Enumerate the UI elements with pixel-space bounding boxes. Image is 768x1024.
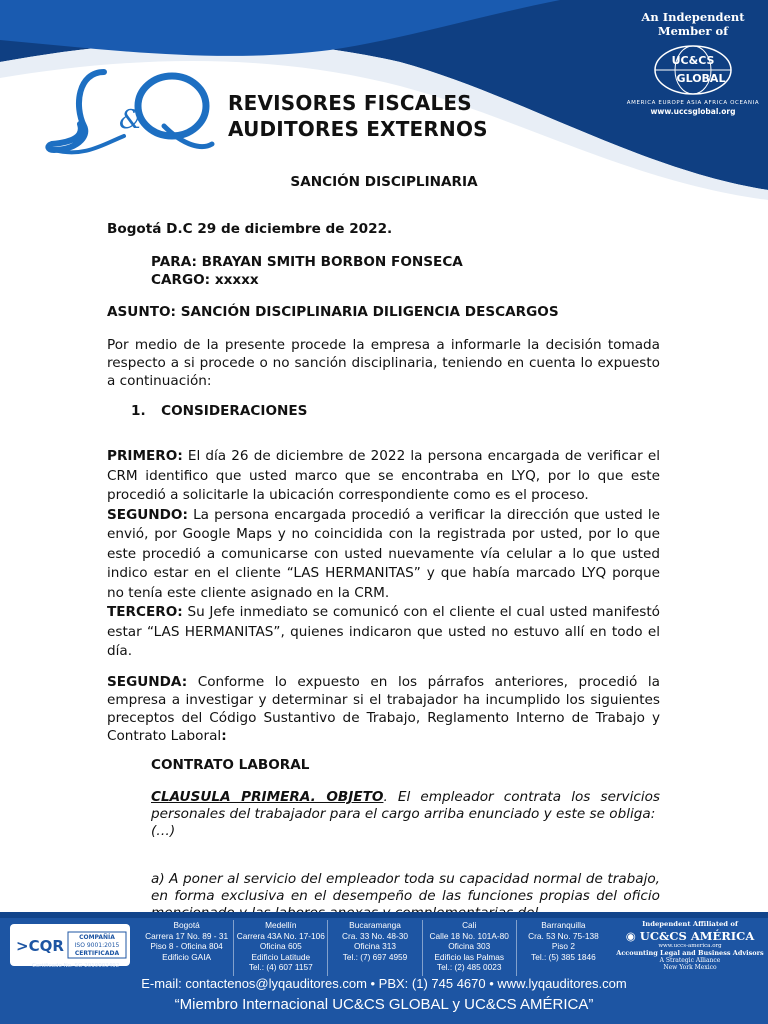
subject-text: ASUNTO: SANCIÓN DISCIPLINARIA DILIGENCIA DESCARGOS <box>107 304 559 320</box>
segunda-paragraph <box>107 673 660 745</box>
office-line: Carrera 17 No. 89 - 31 <box>145 930 229 941</box>
segunda-block <box>107 673 660 745</box>
office-line: Carrera 43A No. 17-106 <box>236 930 325 941</box>
firm-title-line1: REVISORES FISCALES <box>228 91 472 115</box>
clausula-text: . El empleador contrata los servicios personales del trabajador para el cargo arriba enunciado y este se obliga: <box>151 789 661 822</box>
recipient-cargo: CARGO: xxxxx <box>151 272 259 288</box>
uccs-global-badge <box>618 10 768 116</box>
clausula-label: CLAUSULA PRIMERA. OBJETO <box>151 789 384 805</box>
segunda-label: SEGUNDA: <box>107 674 188 690</box>
office-city: Bogotá <box>173 920 200 930</box>
clausula-paragraph <box>107 789 660 823</box>
uccs-america-badge <box>615 920 765 971</box>
office-line: Oficina 605 <box>259 941 302 952</box>
firm-title <box>228 90 488 142</box>
amer-line5: A Strategic Alliance <box>659 957 721 964</box>
primero-text: El día 26 de diciembre de 2022 la persona encargada de verificar el CRM identifico que usted marco que se encontraba en LYQ, por lo que este procedió a solicitarle la ubicación correspondiente como es el proceso. <box>107 448 660 503</box>
member-text: An Independent Member of <box>641 10 745 38</box>
office-line: Tel.: (5) 385 1846 <box>531 951 596 962</box>
primero-label: PRIMERO: <box>107 448 183 464</box>
intro-paragraph <box>107 336 660 390</box>
office-city: Cali <box>462 920 477 930</box>
segundo-paragraph <box>107 506 660 604</box>
office-bucaramanga <box>328 920 422 976</box>
item-a-text: a) A poner al servicio del empleador toda su capacidad normal de trabajo, en forma exclusiva en el desempeño de las funciones propias del oficio <box>151 871 660 904</box>
office-city: Medellín <box>265 920 297 930</box>
item-a-block <box>107 871 660 912</box>
office-line: Oficina 303 <box>448 941 491 952</box>
section-title: CONSIDERACIONES <box>161 403 308 419</box>
recipient-para: PARA: BRAYAN SMITH BORBON FONSECA <box>151 254 463 270</box>
document-title: SANCIÓN DISCIPLINARIA <box>290 174 478 190</box>
office-line: Cra. 33 No. 48-30 <box>342 930 408 941</box>
tercero-label: TERCERO: <box>107 604 183 620</box>
footer-contact: E-mail: contactenos@lyqauditores.com • PBX: (1) 745 4670 • www.lyqauditores.com <box>141 976 627 991</box>
network-url: www.uccsglobal.org <box>650 107 736 116</box>
office-line: Piso 2 <box>551 941 575 952</box>
office-line: Edificio GAIA <box>162 951 212 962</box>
intro-text: Por medio de la presente procede la empresa a informarle la decisión tomada respecto a si procede o no sanción disciplinaria, teniendo en cuenta lo expuesto a continuación: <box>107 337 660 389</box>
segunda-text: Conforme lo expuesto en los párrafos anteriores, procedió la empresa a investigar y determinar si el trabajador ha incumplido los siguientes preceptos del Código Sustantivo de Trabajo, Reglamento Interno de Trabajo y Contrato Laboral <box>107 674 660 744</box>
office-line: Tel.: (4) 607 1157 <box>248 962 313 973</box>
globe-icon: ◉ <box>625 929 636 943</box>
recipient-block <box>107 253 660 289</box>
segundo-label: SEGUNDO: <box>107 506 188 523</box>
office-list <box>140 920 610 976</box>
ellipsis: (…) <box>151 823 176 839</box>
contrato-heading: CONTRATO LABORAL <box>151 757 310 773</box>
cqr-line3: CERTIFICADA <box>74 950 120 957</box>
amer-line3: www.uccs-america.org <box>658 943 722 949</box>
cqr-line1: COMPAÑÍA <box>79 934 115 941</box>
date-line <box>107 220 660 238</box>
cqr-brand: >CQR <box>16 937 64 955</box>
regions-text: AMERICA EUROPE ASIA AFRICA OCEANIA <box>626 100 760 106</box>
office-line: Tel.: (2) 485 0023 <box>436 962 502 973</box>
office-medellin <box>234 920 328 976</box>
cqr-certificate-number: Certificado No. SG-2019003492 <box>32 963 120 969</box>
footer-top-band <box>0 912 768 918</box>
clausula-block <box>107 789 660 840</box>
svg-text:&: & <box>119 105 143 135</box>
office-line: Edificio Latitude <box>251 951 311 962</box>
cqr-line2: ISO 9001:2015 <box>74 942 120 949</box>
date-text: Bogotá D.C 29 de diciembre de 2022. <box>107 221 393 237</box>
segundo-text: La persona encargada procedió a verificar la dirección que usted le envió, por Google Maps y no coincidida con la registrada por usted, por lo que este procedió a comunicarse con usted nuevamente vía celular a lo que usted indico estar en el cliente “LAS HERMANITAS” y que había marcado LYQ porque no tenía este cliente asignado en la CRM. <box>107 506 660 601</box>
office-line: Oficina 313 <box>354 941 396 952</box>
office-barranquilla <box>517 920 610 976</box>
subject-line <box>107 303 660 321</box>
amer-line4: Accounting Legal and Business Advisors <box>616 949 764 957</box>
office-line: Edificio las Palmas <box>434 951 505 962</box>
office-city: Barranquilla <box>541 920 586 930</box>
amer-line6: New York Mexico <box>663 964 717 971</box>
network-name-1: UC&CS <box>671 54 715 67</box>
firm-title-line2: AUDITORES EXTERNOS <box>228 117 488 141</box>
amer-line2 <box>615 929 765 943</box>
section-number: 1. <box>131 403 146 419</box>
office-bogota <box>140 920 234 976</box>
office-city: Bucaramanga <box>349 920 401 930</box>
office-line: Calle 18 No. 101A-80 <box>429 930 509 941</box>
tercero-paragraph <box>107 603 660 662</box>
tercero-text: Su Jefe inmediato se comunicó con el cliente el cual usted manifestó estar “LAS HERMANITAS”, quienes indicaron que usted no estuvo allí en todo el día. <box>107 604 660 659</box>
cqr-certification-badge <box>10 924 130 966</box>
considerations-block <box>107 447 660 662</box>
amer-line1: Independent Affiliated of <box>642 920 738 928</box>
contrato-heading-block <box>107 756 660 774</box>
office-line: Cra. 53 No. 75-138 <box>528 930 599 941</box>
lyq-logo <box>44 66 214 158</box>
amer-name: UC&CS AMÉRICA <box>639 929 755 943</box>
segunda-colon: : <box>221 728 227 744</box>
letterhead-footer <box>0 912 768 1024</box>
network-name-2: GLOBAL <box>676 72 726 85</box>
office-line: Piso 8 - Oficina 804 <box>150 941 223 952</box>
office-cali <box>423 920 517 976</box>
section-heading <box>107 402 660 420</box>
footer-membership: “Miembro Internacional UC&CS GLOBAL y UC&CS AMÉRICA” <box>174 996 594 1013</box>
office-line: Tel.: (7) 697 4959 <box>342 951 408 962</box>
primero-paragraph <box>107 447 660 506</box>
globe-icon <box>651 42 735 98</box>
